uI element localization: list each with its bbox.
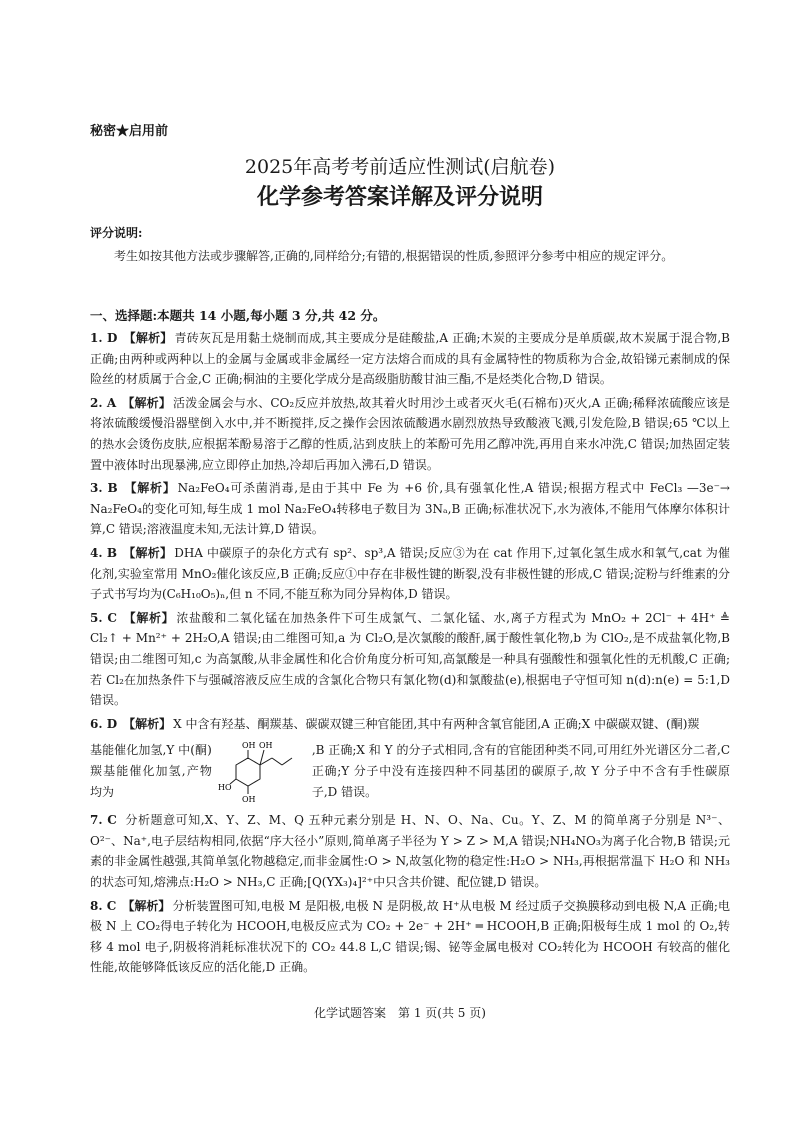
section-heading: 一、选择题:本题共 14 小题,每小题 3 分,共 42 分。 — [90, 308, 386, 323]
product-molecule-structure — [218, 738, 306, 804]
product-structure-row: 基能催化加氢,Y 中(酮)羰基能催化加氢,产物均为 OH OH HO OH ,B 正确;X 和 Y 的分子式相同,含有的官能团种类不同,可用红外光谱区分二者,C 正确;Y 分子中没有连接四种不同基团的碳原子,故 Y 分子中不含有手性碳原子,D 错误。 — [90, 738, 730, 804]
answer-item-4: 4. B 【解析】 DHA 中碳原子的杂化方式有 sp²、sp³,A 错误;反应③为在 cat 作用下,过氧化氢生成水和氧气,cat 为催化剂,实验室常用 MnO₂催化该反应,B 正确;反应①中存在非极性键的断裂,没有非极性键的形成,C 错误;淀粉与纤维素的分子式书写均为(C₆H₁₀O₅)ₙ,但 n 不同,不能互称为同分异构体,D 错误。 — [90, 545, 730, 602]
svg-text:OH: OH — [241, 795, 256, 805]
answer-list — [90, 328, 730, 981]
answer-item-8: 8. C 【解析】 分析装置图可知,电极 M 是阳极,电极 N 是阴极,故 H⁺从电极 M 经过质子交换膜移动到电极 N,A 正确;电极 N 上 CO₂得电子转化为 HCOOH,电极反应式为 CO₂ + 2e⁻ + 2H⁺ ═ HCOOH,B 正确;阳极每生成 1 mol 的 O₂,转移 4 mol 电子,阴极将消耗标准状况下的 CO₂ 44.8 L,C 错误;锡、铋等金属电极对 CO₂转化为 HCOOH 有较高的催化性能,故能够降低该反应的活化能,D 正确。 — [90, 898, 730, 975]
answer-item-3: 3. B 【解析】 Na₂FeO₄可杀菌消毒,是由于其中 Fe 为 +6 价,具有强氧化性,A 错误;根据方程式中 FeCl₃ —3e⁻→ Na₂FeO₄的变化可知,每生成 1 mol Na₂FeO₄转移电子数目为 3Nₐ,B 正确;标准状况下,水为液体,不能用气体摩尔体积计算,C 错误;溶液温度未知,无法计算,D 错误。 — [90, 481, 730, 537]
page-footer: 化学试题答案 第 1 页(共 5 页) — [314, 1006, 486, 1020]
answer-item-1: 1. D 【解析】 青砖灰瓦是用黏土烧制而成,其主要成分是硅酸盐,A 正确;木炭的主要成分是单质碳,故木炭属于混合物,B 正确;由两种或两种以上的金属与金属或非金属经一定方法熔合而成的具有金属特性的物质称为合金,故铅锑元素制成的保险丝的材质属于合金,C 正确;桐油的主要化学成分是高级脂肪酸甘油三酯,不是烃类化合物,D 错误。 — [90, 331, 730, 387]
svg-text:OH: OH — [241, 741, 256, 751]
confidential-mark: 秘密★启用前 — [90, 124, 169, 139]
answer-item-2: 2. A 【解析】 活泼金属会与水、CO₂反应并放热,故其着火时用沙土或者灭火毛(石棉布)灭火,A 正确;稀释浓硫酸应该是将浓硫酸缓慢沿器壁倒入水中,并不断搅拌,反之操作会因浓硫酸遇水剧烈放热导致酸液飞溅,引发危险,B 错误;65 ℃以上的热水会烫伤皮肤,应根据苯酚易溶于乙醇的性质,沾到皮肤上的苯酚可先用乙醇冲洗,再用自来水冲洗,C 错误;加热固定装置中液体时出现暴沸,应立即停止加热,冷却后再加入沸石,D 错误。 — [90, 395, 730, 472]
document-subtitle: 化学参考答案详解及评分说明 — [256, 184, 543, 210]
exam-title: 2025年高考考前适应性测试(启航卷) — [244, 156, 556, 178]
svg-text:HO: HO — [217, 783, 232, 793]
scoring-notes-heading: 评分说明: — [90, 226, 143, 240]
answer-item-7: 7. C 分析题意可知,X、Y、Z、M、Q 五种元素分别是 H、N、O、Na、Cu。Y、Z、M 的简单离子分别是 N³⁻、O²⁻、Na⁺,电子层结构相同,依据“序大径小”原则,简单离子半径为 Y > Z > M,A 错误;NH₄NO₃为离子化合物,B 错误;元素的非金属性越强,其简单氢化物越稳定,而非金属性:O > N,故氢化物的稳定性:H₂O > NH₃,再根据常温下 H₂O 和 NH₃的状态可知,熔沸点:H₂O > NH₃,C 正确;[Q(YX₃)₄]²⁺中只含共价键、配位键,D 错误。 — [90, 813, 730, 890]
svg-text:OH: OH — [258, 741, 273, 751]
answer-item-6: 6. D 【解析】 X 中含有羟基、酮羰基、碳碳双键三种官能团,其中有两种含氧官能团,A 正确;X 中碳碳双键、(酮)羰 基能催化加氢,Y 中(酮)羰基能催化加氢,产物均为 OH OH HO OH ,B 正确;X 和 Y 的分子式相同,含有的官能团种类不同,可用红外光谱区分二者,C 正确;Y 分子中没有连接四种不同基团的碳原子,故 Y 分子中不含有手性碳原子,D 错误。 — [90, 716, 730, 805]
scoring-notes-body: 考生如按其他方法或步骤解答,正确的,同样给分;有错的,根据错误的性质,参照评分参考中相应的规定评分。 — [114, 249, 674, 263]
answer-item-5: 5. C 【解析】 浓盐酸和二氧化锰在加热条件下可生成氯气、二氯化锰、水,离子方程式为 MnO₂ + 2Cl⁻ + 4H⁺ ≜ Cl₂↑ + Mn²⁺ + 2H₂O,A 错误;由二维图可知,a 为 Cl₂O,是次氯酸的酸酐,属于酸性氧化物,b 为 ClO₂,是不成盐氧化物,B 错误;由二维图可知,c 为高氯酸,从非金属性和化合价角度分析可知,高氯酸是一种具有强酸性和强氧化性的无机酸,C 正确;若 Cl₂在加热条件下与强碱溶液反应生成的含氯化合物只有氯化物(d)和氯酸盐(e),根据电子守恒可知 n(d):n(e) = 5:1,D 错误。 — [90, 610, 730, 708]
